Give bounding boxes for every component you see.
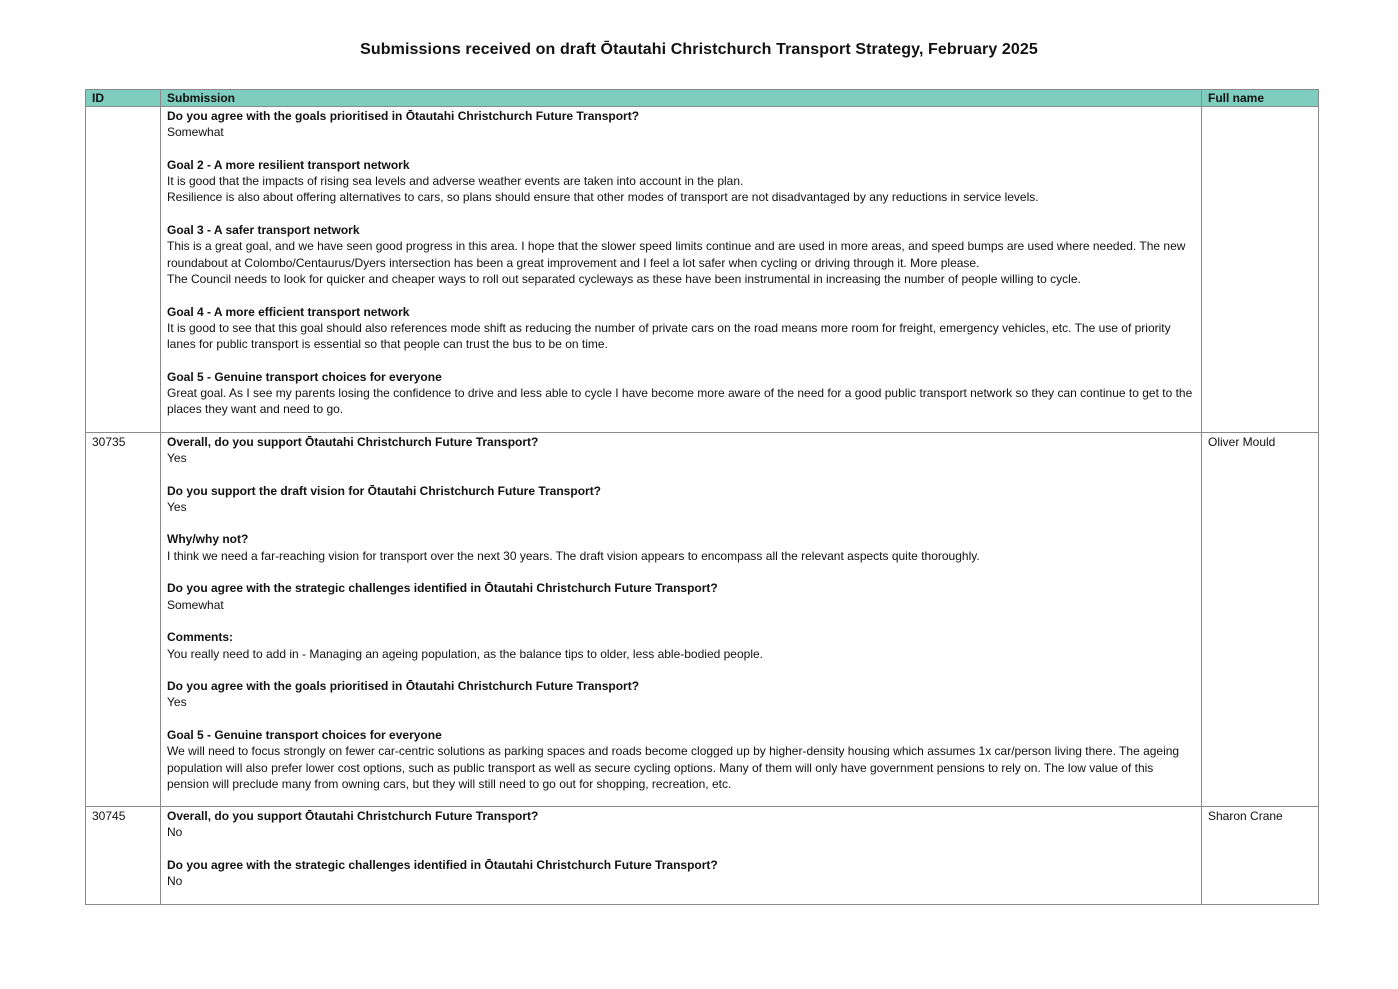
answer: Yes [167, 450, 187, 465]
submission-block [167, 531, 1195, 564]
answer: No [167, 874, 183, 889]
question: Goal 3 - A safer transport network [167, 223, 360, 238]
answer: It is good to see that this goal should also references mode shift as reducing the number of private cars on the road means more room for freight, emergency vehicles, etc. The use of priority lanes for public transport is essential so that people can trust the bus to be on time. [167, 320, 1171, 352]
question: Do you agree with the goals prioritised in Ōtautahi Christchurch Future Transport? [167, 109, 640, 123]
submission-block [167, 808, 1195, 841]
answer: It is good that the impacts of rising sea levels and adverse weather events are taken into account in the plan. Resilience is also about offering alternatives to cars, so plans should ensure that other modes of transport are not disadvantaged by any reductions in service levels. [167, 174, 1039, 205]
question: Why/why not? [167, 532, 249, 547]
answer: You really need to add in - Managing an ageing population, as the balance tips to older, less able-bodied people. [167, 646, 763, 661]
answer: Somewhat [167, 125, 224, 140]
submission-text [161, 807, 1202, 904]
submission-id: 30745 [86, 807, 161, 904]
answer: Somewhat [167, 597, 224, 612]
question: Overall, do you support Ōtautahi Christchurch Future Transport? [167, 434, 539, 449]
question: Do you support the draft vision for Ōtautahi Christchurch Future Transport? [167, 483, 602, 498]
column-header-full-name: Full name [1202, 90, 1319, 107]
submission-id: 30735 [86, 432, 161, 807]
submission-block [167, 857, 1195, 890]
column-header-id: ID [86, 90, 161, 107]
question: Overall, do you support Ōtautahi Christchurch Future Transport? [167, 809, 539, 824]
submission-block [167, 580, 1195, 613]
submission-block [167, 222, 1195, 287]
table-row [86, 107, 1319, 433]
submission-block [167, 108, 1195, 141]
submission-block [167, 727, 1195, 792]
question: Goal 5 - Genuine transport choices for everyone [167, 727, 442, 742]
page-title: Submissions received on draft Ōtautahi Christchurch Transport Strategy, February 2025 [360, 41, 1038, 58]
question: Do you agree with the strategic challenges identified in Ōtautahi Christchurch Future Transport? [167, 858, 718, 873]
submission-block [167, 483, 1195, 516]
answer: This is a great goal, and we have seen good progress in this area. I hope that the slower speed limits continue and are used in more areas, and speed bumps are used where needed. The new roundabout at Colombo/Centaurus/Dyers intersection has been a great improvement and I feel a lot safer when cycling or driving through it. More please. The Council needs to look for quicker and cheaper ways to roll out separated cycleways as these have been instrumental in increasing the number of people willing to cycle. [167, 239, 1186, 286]
question: Comments: [167, 630, 234, 645]
submitter-full-name [1202, 107, 1319, 433]
submission-block [167, 304, 1195, 353]
question: Do you agree with the goals prioritised in Ōtautahi Christchurch Future Transport? [167, 679, 640, 694]
question: Do you agree with the strategic challenges identified in Ōtautahi Christchurch Future Transport? [167, 581, 718, 596]
answer: I think we need a far-reaching vision for transport over the next 30 years. The draft vision appears to encompass all the relevant aspects quite thoroughly. [167, 548, 980, 563]
submissions-table [85, 89, 1319, 905]
submitter-full-name: Oliver Mould [1202, 432, 1319, 807]
submission-text [161, 432, 1202, 807]
submitter-full-name: Sharon Crane [1202, 807, 1319, 904]
table-header-row [86, 90, 1319, 107]
table-row [86, 807, 1319, 904]
answer: Yes [167, 695, 187, 710]
submission-block [167, 629, 1195, 662]
question: Goal 2 - A more resilient transport network [167, 157, 410, 172]
submission-id [86, 107, 161, 433]
column-header-submission: Submission [161, 90, 1202, 107]
answer: No [167, 825, 183, 840]
question: Goal 4 - A more efficient transport network [167, 304, 410, 319]
submission-block [167, 157, 1195, 206]
submission-block [167, 678, 1195, 711]
table-row [86, 432, 1319, 807]
submission-block [167, 369, 1195, 418]
answer: Yes [167, 499, 187, 514]
answer: Great goal. As I see my parents losing the confidence to drive and less able to cycle I have become more aware of the need for a good public transport network so they can continue to get to the places they want and need to go. [167, 386, 1193, 417]
submission-text [161, 107, 1202, 433]
answer: We will need to focus strongly on fewer car-centric solutions as parking spaces and roads become clogged up by higher-density housing which assumes 1x car/person living there. The ageing population will also prefer lower cost options, such as public transport as well as secure cycling options. Many of them will only have government pensions to rely on. The low value of this pension will preclude many from owning cars, but they will still need to go out for shopping, recreation, etc. [167, 744, 1180, 791]
question: Goal 5 - Genuine transport choices for everyone [167, 369, 442, 384]
submission-block [167, 434, 1195, 467]
